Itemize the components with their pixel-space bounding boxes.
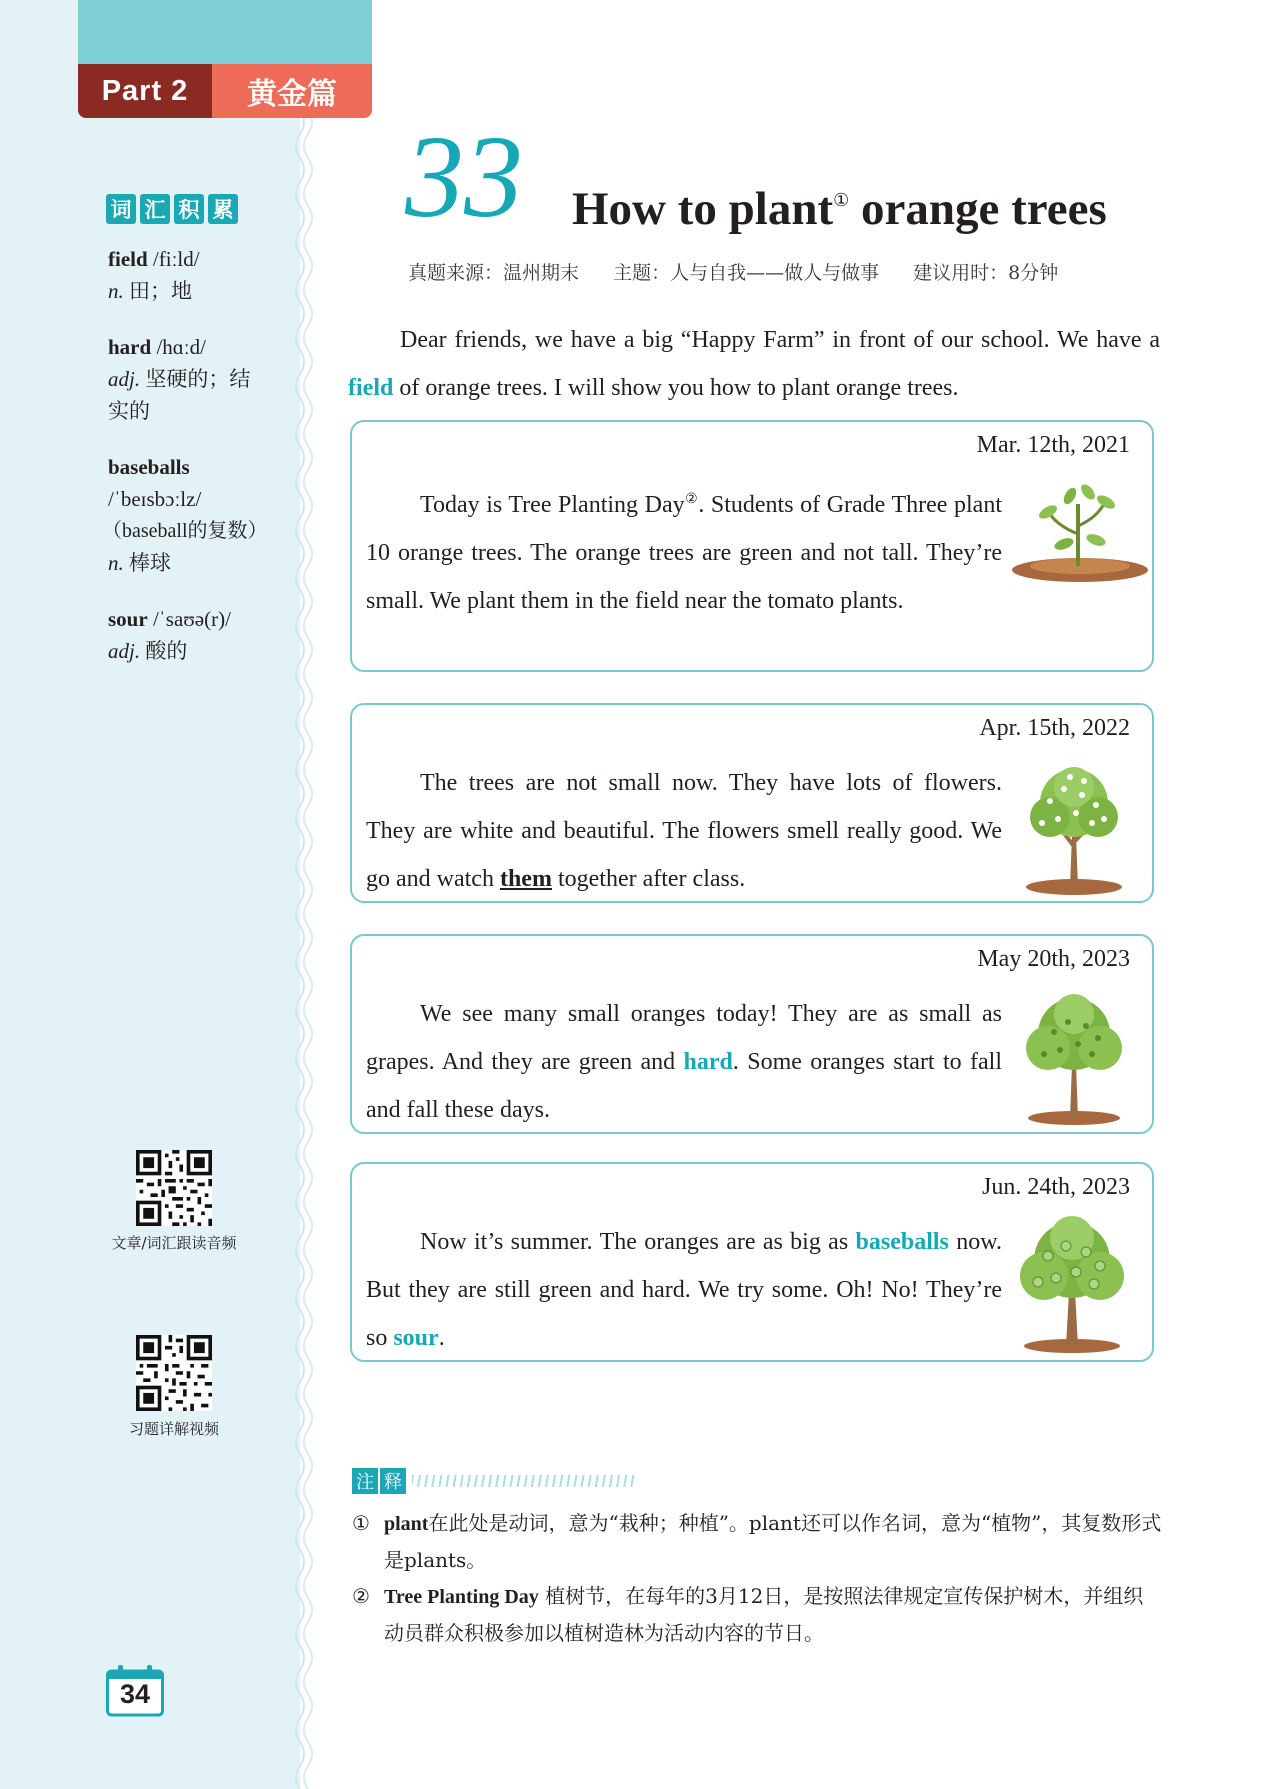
entry-text-part: now. But they are still green and hard. We try some. Oh! No! They’re so (366, 1229, 1003, 1351)
vocab-title (106, 194, 238, 224)
audio-qr-label: 文章/词汇跟读音频 (111, 1234, 237, 1252)
note-number: ① (352, 1511, 370, 1535)
underlined-word: them (499, 866, 552, 892)
entry-text (366, 476, 1002, 625)
audio-qr-code[interactable] (136, 1150, 212, 1226)
diary-card-1 (350, 420, 1154, 672)
diary-card-3 (350, 934, 1154, 1134)
footnote-ref: ② (684, 492, 699, 507)
entry-text (366, 759, 1002, 903)
vocab-meaning: 棒球 (129, 551, 171, 575)
sidebar-wave-border (292, 110, 322, 1789)
title-footnote-ref: ① (833, 190, 850, 210)
vocab-word: sour (108, 607, 148, 631)
vocab-highlight-field: field (348, 375, 394, 401)
entry-text (366, 990, 1002, 1134)
vocab-phonetic: /hɑːd/ (156, 335, 206, 359)
entry-text-part: Now it’s summer. The oranges are as big as (420, 1229, 856, 1255)
part-label: Part 2 (78, 64, 212, 118)
meta-time: 建议用时：8分钟 (913, 262, 1059, 284)
notes-title-char: 释 (380, 1468, 406, 1494)
diary-card-4 (350, 1162, 1154, 1362)
meta-source: 真题来源：温州期末 (408, 262, 580, 284)
notes-title-char: 注 (352, 1468, 378, 1494)
diary-card-2 (350, 703, 1154, 903)
title-part1: How to plant (572, 183, 834, 235)
vocab-pos: n. (108, 279, 124, 303)
vocab-phonetic: /ˈsaʊə(r)/ (152, 607, 231, 631)
entry-date: Jun. 24th, 2023 (981, 1174, 1130, 1200)
vocab-highlight-hard: hard (683, 1049, 733, 1075)
lesson-number: 33 (405, 111, 523, 242)
entry-text-part: We see many small oranges today! They are as small as grapes. And they are green and (366, 1001, 1002, 1075)
lesson-meta (408, 258, 1086, 285)
note-text: 在此处是动词，意为“栽种；种植”。plant还可以作名词，意为“植物”，其复数形式是plants。 (384, 1511, 1162, 1572)
seedling-illustration (1008, 474, 1150, 586)
tree-with-small-oranges-illustration (1020, 992, 1128, 1128)
vocab-pos: adj. (108, 639, 141, 663)
entry-text-part: . (438, 1325, 445, 1351)
meta-theme: 主题：人与自我——做人与做事 (613, 262, 880, 284)
notes-list (352, 1505, 1162, 1651)
vocab-title-char: 词 (106, 194, 136, 224)
entry-text (366, 1218, 1002, 1362)
page-number: 34 (119, 1679, 151, 1709)
video-qr-label: 习题详解视频 (128, 1420, 219, 1438)
vocab-meaning: 酸的 (145, 639, 188, 663)
vocab-meaning: 田；地 (129, 279, 192, 303)
note-item (352, 1505, 1162, 1578)
entry-text-part: The trees are not small now. They have lots of flowers. They are white and beautiful. The flowers smell really good. We go and watch (366, 770, 1002, 892)
video-qr-code[interactable] (136, 1335, 212, 1411)
note-number: ② (352, 1584, 370, 1608)
vocab-note: （baseball的复数） (102, 520, 268, 542)
notes-heading (352, 1468, 634, 1494)
lesson-title (572, 182, 1107, 236)
intro-text: Dear friends, we have a big “Happy Farm” in front of our school. We have a (400, 327, 1160, 353)
vocab-phonetic: /ˈbeɪsbɔːlz/ (108, 487, 202, 511)
vocab-title-char: 积 (174, 194, 204, 224)
vocab-phonetic: /fiːld/ (152, 247, 200, 271)
notes-decoration (412, 1475, 634, 1487)
vocab-meaning: 坚硬的；结实的 (108, 367, 251, 423)
intro-paragraph (348, 316, 1160, 412)
note-term: plant (384, 1513, 429, 1535)
part-badge (78, 64, 372, 118)
vocab-highlight-baseballs: baseballs (855, 1229, 949, 1255)
vocab-title-char: 汇 (140, 194, 170, 224)
intro-text: of orange trees. I will show you how to plant orange trees. (393, 375, 959, 401)
vocab-word: field (108, 247, 148, 271)
note-item (352, 1578, 1162, 1651)
note-text: 植树节，在每年的3月12日，是按照法律规定宣传保护树木，并组织动员群众积极参加以植树造林为活动内容的节日。 (384, 1584, 1144, 1645)
entry-text-part: Today is Tree Planting Day (420, 492, 685, 518)
entry-date: May 20th, 2023 (977, 946, 1130, 972)
section-label: 黄金篇 (212, 64, 372, 118)
vocab-list (102, 243, 288, 691)
vocab-title-char: 累 (208, 194, 238, 224)
entry-date: Mar. 12th, 2021 (976, 432, 1130, 458)
tree-with-big-oranges-illustration (1016, 1216, 1128, 1356)
note-term: Tree Planting Day (384, 1586, 539, 1608)
vocab-entry-baseballs (102, 451, 288, 579)
vocab-pos: n. (108, 551, 124, 575)
vocab-word: baseballs (108, 455, 190, 479)
top-color-band (78, 0, 372, 66)
title-part2: orange trees (849, 183, 1107, 235)
entry-text-part: . Some oranges start to fall and fall these days. (366, 1049, 1002, 1123)
vocab-entry-hard (108, 331, 288, 427)
entry-text-part: together after class. (551, 866, 746, 892)
vocab-highlight-sour: sour (393, 1325, 439, 1351)
flowering-tree-illustration (1020, 765, 1128, 897)
entry-text-part: . Students of Grade Three plant 10 orange trees. The orange trees are green and not tall. They’re small. We plant them in the field near the tomato plants. (366, 492, 1002, 614)
vocab-pos: adj. (108, 367, 141, 391)
entry-date: Apr. 15th, 2022 (979, 715, 1130, 741)
vocab-entry-sour (108, 603, 288, 667)
vocab-word: hard (108, 335, 152, 359)
vocab-entry-field (108, 243, 288, 307)
